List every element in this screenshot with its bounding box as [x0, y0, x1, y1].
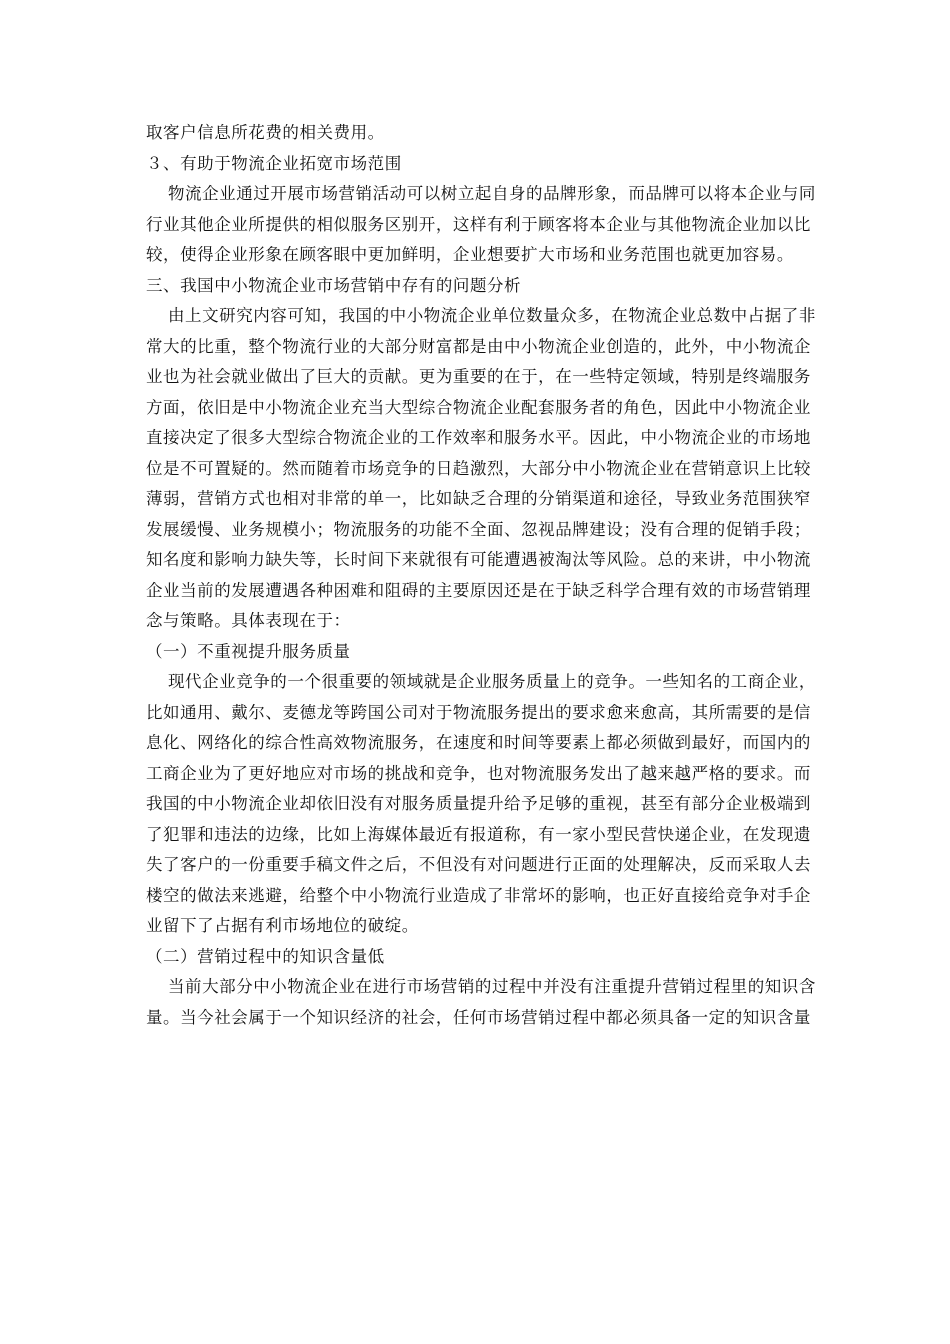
- text-line: 行业其他企业所提供的相似服务区别开，这样有利于顾客将本企业与其他物流企业加以比: [146, 214, 811, 234]
- text-line: 当前大部分中小物流企业在进行市场营销的过程中并没有注重提升营销过程里的知识含: [168, 977, 816, 996]
- document-page: [146, 118, 816, 1033]
- subsection-heading: （一）不重视提升服务质量: [146, 641, 351, 661]
- text-line: 失了客户的一份重要手稿文件之后，不但没有对问题进行正面的处理解决，反而采取人去: [146, 855, 811, 874]
- text-line: 直接决定了很多大型综合物流企业的工作效率和服务水平。因此，中小物流企业的市场地: [146, 428, 811, 447]
- text-line: 由上文研究内容可知，我国的中小物流企业单位数量众多，在物流企业总数中占据了非: [168, 306, 816, 325]
- text-line: 取客户信息所花费的相关费用。: [146, 123, 385, 142]
- text-line: 位是不可置疑的。然而随着市场竞争的日趋激烈，大部分中小物流企业在营销意识上比较: [146, 458, 811, 478]
- text-line: 知名度和影响力缺失等，长时间下来就很有可能遭遇被淘汰等风险。总的来讲，中小物流: [146, 550, 811, 569]
- text-line: 息化、网络化的综合性高效物流服务，在速度和时间等要素上都必须做到最好，而国内的: [146, 733, 811, 752]
- section-heading: ３、有助于物流企业拓宽市场范围: [146, 153, 402, 173]
- text-line: 我国的中小物流企业却依旧没有对服务质量提升给予足够的重视，甚至有部分企业极端到: [146, 794, 811, 813]
- section-heading: 三、我国中小物流企业市场营销中存有的问题分析: [146, 275, 522, 295]
- text-line: 物流企业通过开展市场营销活动可以树立起自身的品牌形象，而品牌可以将本企业与同: [168, 184, 816, 203]
- text-line: 较，使得企业形象在顾客眼中更加鲜明，企业想要扩大市场和业务范围也就更加容易。: [146, 245, 794, 264]
- text-line: 工商企业为了更好地应对市场的挑战和竞争，也对物流服务发出了越来越严格的要求。而: [146, 763, 811, 783]
- text-line: 薄弱，营销方式也相对非常的单一，比如缺乏合理的分销渠道和途径，导致业务范围狭窄: [146, 489, 811, 508]
- text-line: 量。当今社会属于一个知识经济的社会，任何市场营销过程中都必须具备一定的知识含量: [146, 1007, 811, 1027]
- text-line: 现代企业竞争的一个很重要的领域就是企业服务质量上的竞争。一些知名的工商企业，: [168, 672, 816, 691]
- text-line: 业留下了占据有利市场地位的破绽。: [146, 916, 419, 935]
- text-line: 楼空的做法来逃避，给整个中小物流行业造成了非常坏的影响，也正好直接给竞争对手企: [146, 885, 811, 905]
- text-line: 了犯罪和违法的边缘，比如上海媒体最近有报道称，有一家小型民营快递企业，在发现遗: [146, 824, 811, 844]
- text-line: 业也为社会就业做出了巨大的贡献。更为重要的在于，在一些特定领域，特别是终端服务: [146, 367, 811, 386]
- text-line: 常大的比重，整个物流行业的大部分财富都是由中小物流企业创造的，此外，中小物流企: [146, 336, 811, 356]
- text-line: 念与策略。具体表现在于：: [146, 611, 351, 630]
- text-line: 比如通用、戴尔、麦德龙等跨国公司对于物流服务提出的要求愈来愈高，其所需要的是信: [146, 702, 811, 722]
- text-line: 方面，依旧是中小物流企业充当大型综合物流企业配套服务者的角色，因此中小物流企业: [146, 397, 811, 417]
- subsection-heading: （二）营销过程中的知识含量低: [146, 946, 385, 966]
- text-line: 企业当前的发展遭遇各种困难和阻碍的主要原因还是在于缺乏科学合理有效的市场营销理: [146, 580, 811, 600]
- text-line: 发展缓慢、业务规模小；物流服务的功能不全面、忽视品牌建设；没有合理的促销手段；: [146, 519, 811, 539]
